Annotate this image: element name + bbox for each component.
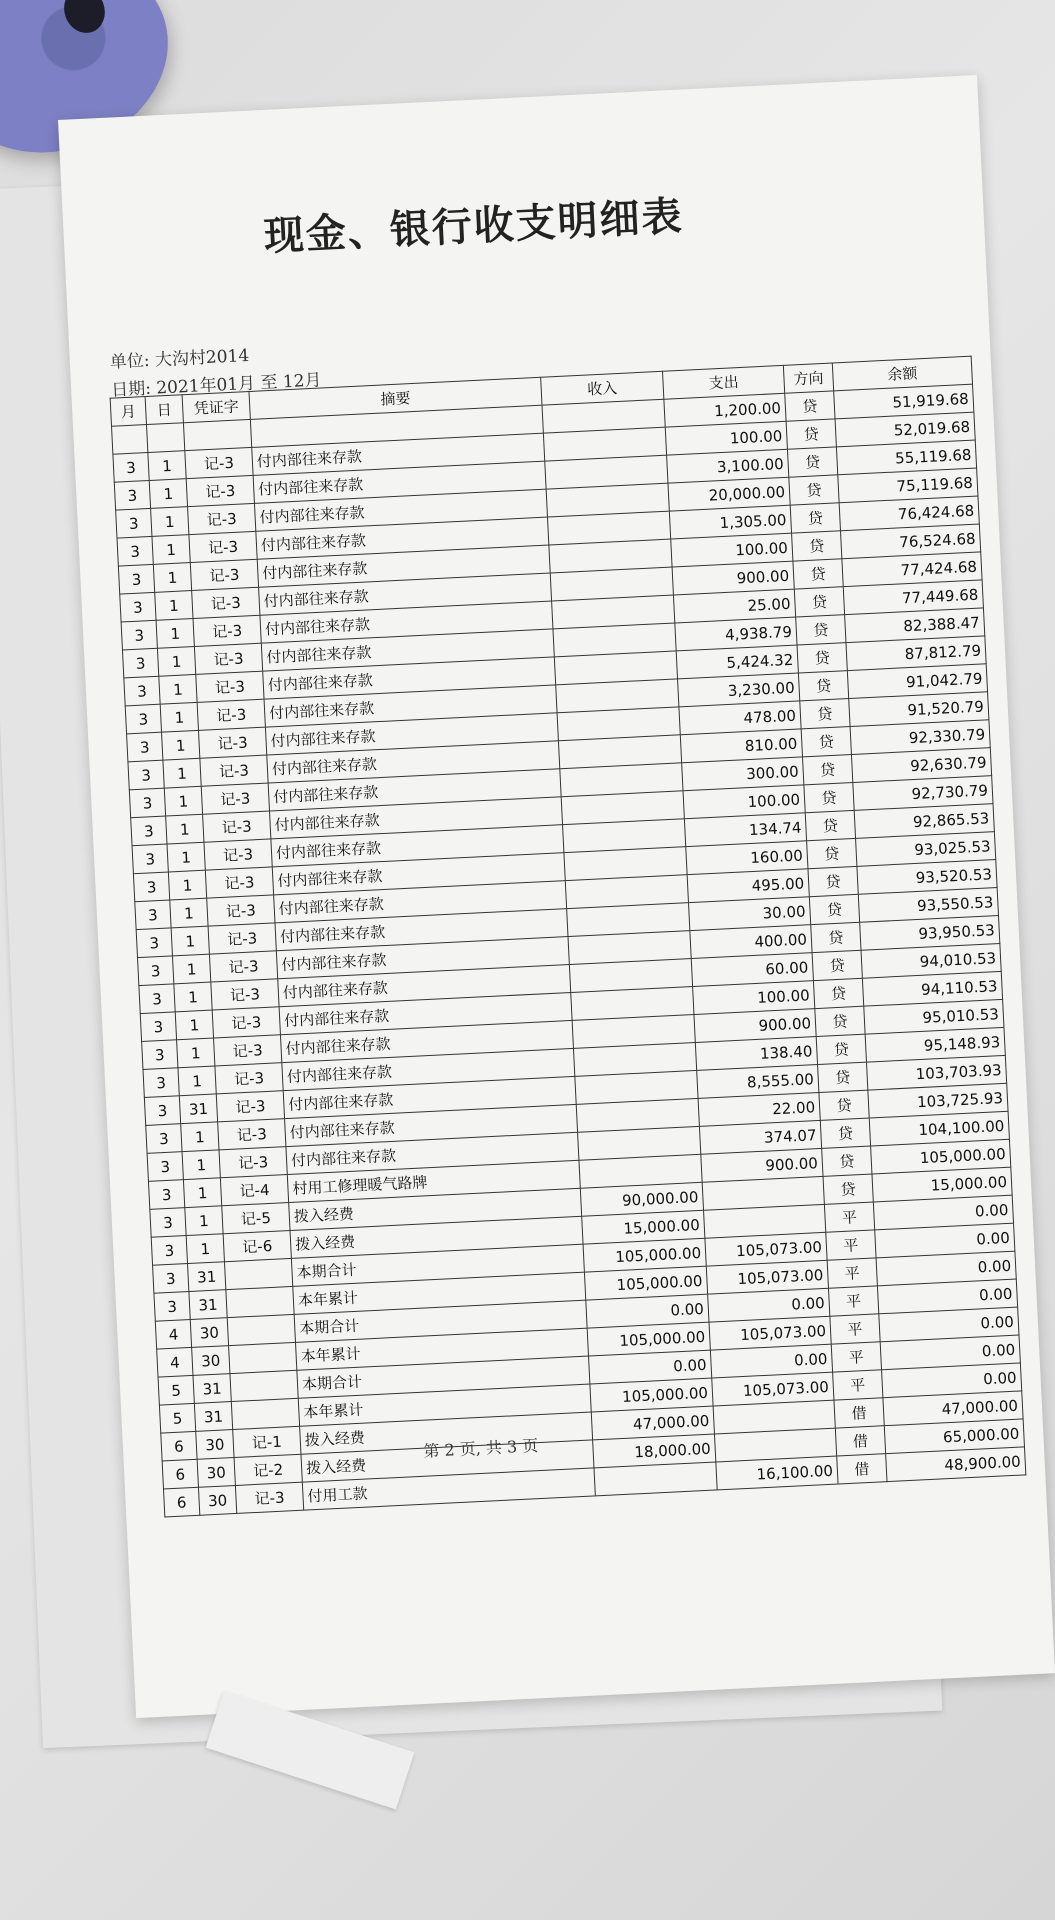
cell-day: 1 xyxy=(149,479,187,509)
cell-voucher: 记-4 xyxy=(220,1175,288,1206)
cell-day: 30 xyxy=(198,1485,236,1515)
cell-voucher: 记-3 xyxy=(207,895,275,926)
cell-balance: 0.00 xyxy=(880,1335,1020,1370)
cell-day: 1 xyxy=(157,646,195,676)
cell-direction: 贷 xyxy=(794,587,844,617)
cell-direction: 贷 xyxy=(796,615,846,645)
cell-day: 30 xyxy=(190,1318,228,1348)
header-expense: 支出 xyxy=(662,365,784,399)
cell-income xyxy=(594,1462,717,1496)
cell-expense: 8,555.00 xyxy=(697,1065,819,1099)
cell-balance: 75,119.68 xyxy=(838,468,978,503)
cell-day: 1 xyxy=(167,842,205,872)
cell-month: 4 xyxy=(157,1347,193,1377)
cell-summary: 付内部往来存款 xyxy=(265,713,558,755)
cell-voucher: 记-5 xyxy=(222,1203,290,1234)
cell-summary: 付内部往来存款 xyxy=(260,601,553,643)
cell-month: 3 xyxy=(121,620,157,650)
cell-month: 3 xyxy=(151,1236,187,1266)
cell-balance: 0.00 xyxy=(873,1195,1013,1230)
cell-voucher: 记-2 xyxy=(234,1454,302,1485)
cell-summary: 付内部往来存款 xyxy=(267,741,560,783)
cell-month: 3 xyxy=(142,1040,178,1070)
cell-summary: 付内部往来存款 xyxy=(254,489,547,531)
cell-direction: 贷 xyxy=(801,727,851,757)
cell-voucher: 记-3 xyxy=(219,1147,287,1178)
cell-expense: 495.00 xyxy=(687,869,809,903)
cell-income: 105,000.00 xyxy=(587,1322,710,1356)
cell-direction: 平 xyxy=(824,1202,874,1232)
cell-day: 1 xyxy=(153,563,191,593)
cell-expense: 1,305.00 xyxy=(669,505,791,539)
cell-summary: 付内部往来存款 xyxy=(257,545,550,587)
cell-balance: 0.00 xyxy=(882,1363,1022,1398)
cell-summary: 本期合计 xyxy=(294,1300,587,1342)
cell-voucher: 记-3 xyxy=(205,867,273,898)
cell-direction: 平 xyxy=(830,1314,880,1344)
cell-day: 1 xyxy=(168,870,206,900)
cell-direction: 贷 xyxy=(815,1006,865,1036)
cell-summary: 付内部往来存款 xyxy=(271,825,564,867)
cell-income: 0.00 xyxy=(586,1294,709,1328)
cell-voucher xyxy=(224,1258,292,1289)
cell-direction: 贷 xyxy=(823,1174,873,1204)
ledger-page xyxy=(58,75,1055,1718)
cell-expense: 138.40 xyxy=(695,1037,817,1071)
cell-balance: 82,388.47 xyxy=(845,608,985,643)
cell-voucher: 记-3 xyxy=(216,1091,284,1122)
cell-expense: 105,073.00 xyxy=(712,1372,834,1406)
cell-balance: 94,010.53 xyxy=(861,943,1001,978)
cell-summary: 付内部往来存款 xyxy=(285,1104,578,1146)
cell-month: 3 xyxy=(117,536,153,566)
cell-day: 1 xyxy=(163,758,201,788)
cell-balance: 15,000.00 xyxy=(872,1167,1012,1202)
cell-month: 3 xyxy=(143,1068,179,1098)
cell-voucher: 记-3 xyxy=(209,951,277,982)
header-balance: 余额 xyxy=(832,356,972,391)
cell-summary: 付内部往来存款 xyxy=(253,461,546,503)
cell-month: 3 xyxy=(113,453,149,483)
cell-expense: 134.74 xyxy=(684,813,806,847)
cell-summary: 付用工款 xyxy=(302,1468,595,1510)
cell-balance: 77,449.68 xyxy=(843,580,983,615)
cell-summary: 付内部往来存款 xyxy=(270,797,563,839)
cell-balance: 0.00 xyxy=(875,1223,1015,1258)
cell-balance: 93,550.53 xyxy=(858,888,998,923)
cell-voucher: 记-3 xyxy=(193,615,261,646)
cell-expense: 300.00 xyxy=(682,757,804,791)
cell-direction: 贷 xyxy=(800,699,850,729)
header-summary: 摘要 xyxy=(249,377,542,419)
cell-month: 3 xyxy=(138,956,174,986)
cell-month: 3 xyxy=(146,1124,182,1154)
cell-expense: 100.00 xyxy=(683,785,805,819)
cell-direction: 贷 xyxy=(807,838,857,868)
cell-month: 3 xyxy=(124,676,160,706)
cell-month: 5 xyxy=(159,1403,195,1433)
cell-day: 31 xyxy=(179,1094,217,1124)
cell-direction: 贷 xyxy=(805,810,855,840)
cell-summary: 本年累计 xyxy=(293,1272,586,1314)
cell-summary: 付内部往来存款 xyxy=(263,657,556,699)
cell-summary: 付内部往来存款 xyxy=(279,992,572,1034)
cell-day: 1 xyxy=(185,1206,223,1236)
cell-expense: 105,073.00 xyxy=(706,1260,828,1294)
cell-direction: 贷 xyxy=(797,643,847,673)
cell-balance: 105,000.00 xyxy=(871,1139,1011,1174)
cell-month: 3 xyxy=(150,1208,186,1238)
cell-voucher: 记-3 xyxy=(215,1063,283,1094)
cell-summary: 付内部往来存款 xyxy=(276,937,569,979)
cell-direction: 平 xyxy=(833,1370,883,1400)
cell-expense: 5,424.32 xyxy=(676,645,798,679)
header-direction: 方向 xyxy=(783,363,833,393)
cell-month: 3 xyxy=(131,816,167,846)
cell-expense: 100.00 xyxy=(671,533,793,567)
cell-balance: 92,730.79 xyxy=(853,776,993,811)
cell-day: 1 xyxy=(151,507,189,537)
cell-summary: 本年累计 xyxy=(298,1384,591,1426)
cell-voucher xyxy=(227,1314,295,1345)
cell-expense: 20,000.00 xyxy=(668,477,790,511)
cell-expense: 374.07 xyxy=(699,1120,821,1154)
cell-direction: 平 xyxy=(826,1230,876,1260)
cell-voucher: 记-3 xyxy=(214,1035,282,1066)
cell-direction: 贷 xyxy=(813,978,863,1008)
cell-direction: 贷 xyxy=(790,503,840,533)
cell-balance: 94,110.53 xyxy=(862,971,1002,1006)
cell-balance: 104,100.00 xyxy=(869,1111,1009,1146)
cell-summary: 拨入经费 xyxy=(300,1412,593,1454)
cell-month: 3 xyxy=(140,1012,176,1042)
cell-month: 3 xyxy=(139,984,175,1014)
cell-direction: 贷 xyxy=(816,1034,866,1064)
cell-summary: 付内部往来存款 xyxy=(264,685,557,727)
ledger-table xyxy=(110,356,1027,1518)
cell-day: 1 xyxy=(170,898,208,928)
cell-expense: 4,938.79 xyxy=(675,617,797,651)
cell-balance: 93,520.53 xyxy=(857,860,997,895)
cell-expense: 105,073.00 xyxy=(705,1232,827,1266)
cell-summary: 本年累计 xyxy=(295,1328,588,1370)
header-income: 收入 xyxy=(541,371,664,405)
cell-month: 3 xyxy=(128,760,164,790)
cell-day: 1 xyxy=(175,1010,213,1040)
cell-balance: 52,019.68 xyxy=(835,412,975,447)
cell-day: 1 xyxy=(155,591,193,621)
cell-day: 1 xyxy=(181,1122,219,1152)
cell-direction: 贷 xyxy=(804,782,854,812)
ledger-body xyxy=(113,412,1026,1517)
cell-day: 31 xyxy=(189,1290,227,1320)
cell-expense: 0.00 xyxy=(710,1344,832,1378)
cell-month: 3 xyxy=(120,592,156,622)
cell-direction: 贷 xyxy=(793,559,843,589)
cell-expense: 100.00 xyxy=(693,981,815,1015)
carry-direction: 贷 xyxy=(785,391,835,421)
cell-month: 3 xyxy=(132,844,168,874)
cell-income: 90,000.00 xyxy=(580,1182,703,1216)
cell-income: 105,000.00 xyxy=(584,1266,707,1300)
cell-month: 3 xyxy=(147,1152,183,1182)
cell-balance: 0.00 xyxy=(879,1307,1019,1342)
cell-balance: 103,703.93 xyxy=(866,1055,1006,1090)
cell-direction: 贷 xyxy=(803,754,853,784)
cell-month: 3 xyxy=(127,732,163,762)
cell-voucher: 记-3 xyxy=(212,1007,280,1038)
cell-day: 1 xyxy=(166,814,204,844)
cell-balance: 92,865.53 xyxy=(854,804,994,839)
cell-day: 1 xyxy=(164,786,202,816)
cell-expense: 3,100.00 xyxy=(667,449,789,483)
cell-month: 6 xyxy=(164,1487,200,1517)
cell-direction: 贷 xyxy=(819,1090,869,1120)
cell-summary: 付内部往来存款 xyxy=(268,769,561,811)
cell-direction: 贷 xyxy=(822,1146,872,1176)
cell-expense: 3,230.00 xyxy=(678,673,800,707)
cell-day: 1 xyxy=(152,535,190,565)
cell-expense: 25.00 xyxy=(673,589,795,623)
cell-voucher: 记-3 xyxy=(185,447,253,478)
cell-direction: 贷 xyxy=(812,950,862,980)
tape-roll-hole xyxy=(58,0,111,39)
cell-day: 1 xyxy=(178,1066,216,1096)
cell-expense: 22.00 xyxy=(698,1092,820,1126)
cell-direction: 借 xyxy=(835,1426,885,1456)
cell-day: 30 xyxy=(196,1430,234,1460)
cell-expense: 478.00 xyxy=(679,701,801,735)
cell-summary: 付内部往来存款 xyxy=(259,573,552,615)
cell-direction: 贷 xyxy=(809,894,859,924)
cell-summary: 付内部往来存款 xyxy=(282,1048,575,1090)
cell-income: 15,000.00 xyxy=(582,1210,705,1244)
cell-summary: 付内部往来存款 xyxy=(261,629,554,671)
cell-balance: 48,900.00 xyxy=(886,1447,1026,1482)
cell-month: 3 xyxy=(154,1292,190,1322)
cell-day: 1 xyxy=(172,954,210,984)
cell-voucher: 记-3 xyxy=(197,699,265,730)
cell-expense: 900.00 xyxy=(701,1148,823,1182)
cell-month: 3 xyxy=(118,564,154,594)
cell-summary: 付内部往来存款 xyxy=(274,881,567,923)
cell-voucher: 记-3 xyxy=(189,531,257,562)
cell-voucher: 记-1 xyxy=(233,1426,301,1457)
cell-day: 31 xyxy=(188,1262,226,1292)
cell-day: 31 xyxy=(193,1374,231,1404)
cell-voucher: 记-3 xyxy=(211,979,279,1010)
cell-voucher: 记-3 xyxy=(192,587,260,618)
cell-day: 1 xyxy=(160,702,198,732)
cell-summary: 付内部往来存款 xyxy=(283,1076,576,1118)
cell-direction: 贷 xyxy=(798,671,848,701)
cell-balance: 87,812.79 xyxy=(846,636,986,671)
cell-voucher: 记-3 xyxy=(201,783,269,814)
cell-day: 1 xyxy=(186,1234,224,1264)
cell-balance: 76,424.68 xyxy=(839,496,979,531)
cell-summary: 拨入经费 xyxy=(290,1216,583,1258)
cell-expense: 105,073.00 xyxy=(709,1316,831,1350)
cell-income: 47,000.00 xyxy=(591,1406,714,1440)
cell-direction: 贷 xyxy=(787,447,837,477)
cell-month: 3 xyxy=(114,480,150,510)
cell-voucher: 记-3 xyxy=(235,1482,303,1513)
cell-summary: 付内部往来存款 xyxy=(256,517,549,559)
cell-summary: 付内部往来存款 xyxy=(278,965,571,1007)
cell-balance: 92,630.79 xyxy=(851,748,991,783)
cell-summary: 村用工修理暖气路牌 xyxy=(287,1160,580,1202)
cell-income: 105,000.00 xyxy=(583,1238,706,1272)
cell-direction: 贷 xyxy=(789,475,839,505)
cell-balance: 103,725.93 xyxy=(868,1083,1008,1118)
cell-direction: 贷 xyxy=(818,1062,868,1092)
cell-balance: 76,524.68 xyxy=(841,524,981,559)
cell-voucher xyxy=(230,1370,298,1401)
cell-summary: 拨入经费 xyxy=(301,1440,594,1482)
cell-month: 3 xyxy=(125,704,161,734)
cell-voucher: 记-3 xyxy=(196,671,264,702)
cell-day: 1 xyxy=(148,451,186,481)
cell-balance: 91,042.79 xyxy=(847,664,987,699)
cell-direction: 借 xyxy=(837,1454,887,1484)
header-day: 日 xyxy=(145,395,183,425)
cell-voucher: 记-3 xyxy=(208,923,276,954)
cell-expense: 400.00 xyxy=(690,925,812,959)
cell-income: 18,000.00 xyxy=(593,1434,716,1468)
cell-income: 105,000.00 xyxy=(590,1378,713,1412)
cell-balance: 91,520.79 xyxy=(849,692,989,727)
cell-balance: 47,000.00 xyxy=(883,1391,1023,1426)
cell-summary: 付内部往来存款 xyxy=(280,1020,573,1062)
cell-expense: 810.00 xyxy=(680,729,802,763)
cell-direction: 贷 xyxy=(820,1118,870,1148)
cell-direction: 贷 xyxy=(811,922,861,952)
cell-voucher xyxy=(229,1342,297,1373)
cell-day: 31 xyxy=(194,1402,232,1432)
cell-month: 3 xyxy=(129,788,165,818)
cell-balance: 92,330.79 xyxy=(850,720,990,755)
cell-summary: 付内部往来存款 xyxy=(252,433,545,475)
cell-month: 3 xyxy=(144,1096,180,1126)
cell-voucher: 记-3 xyxy=(198,727,266,758)
cell-day: 1 xyxy=(182,1150,220,1180)
cell-day: 1 xyxy=(159,674,197,704)
cell-balance: 55,119.68 xyxy=(836,440,976,475)
carry-expense: 1,200.00 xyxy=(664,393,786,427)
cell-direction: 贷 xyxy=(808,866,858,896)
cell-month: 6 xyxy=(162,1459,198,1489)
cell-balance: 93,025.53 xyxy=(856,832,996,867)
unit-label: 单位: 大沟村2014 xyxy=(109,345,250,373)
cell-voucher xyxy=(226,1286,294,1317)
cell-summary: 拨入经费 xyxy=(289,1188,582,1230)
cell-income: 0.00 xyxy=(589,1350,712,1384)
cell-day: 1 xyxy=(183,1178,221,1208)
cell-balance: 77,424.68 xyxy=(842,552,982,587)
page-footer: 第 2 页, 共 3 页 xyxy=(423,1436,539,1461)
cell-month: 3 xyxy=(136,928,172,958)
cell-voucher xyxy=(231,1398,299,1429)
cell-month: 3 xyxy=(148,1180,184,1210)
page-title: 现金、银行收支明细表 xyxy=(262,192,685,261)
cell-expense: 16,100.00 xyxy=(716,1456,838,1490)
cell-balance: 93,950.53 xyxy=(860,916,1000,951)
cell-balance: 0.00 xyxy=(876,1251,1016,1286)
cell-summary: 付内部往来存款 xyxy=(286,1132,579,1174)
cell-month: 5 xyxy=(158,1375,194,1405)
cell-voucher: 记-3 xyxy=(204,839,272,870)
cell-summary: 付内部往来存款 xyxy=(275,909,568,951)
cell-month: 3 xyxy=(135,900,171,930)
cell-month: 3 xyxy=(133,872,169,902)
cell-direction: 平 xyxy=(828,1286,878,1316)
cell-expense: 60.00 xyxy=(691,953,813,987)
cell-voucher: 记-3 xyxy=(188,503,256,534)
cell-voucher: 记-3 xyxy=(186,475,254,506)
cell-balance: 95,010.53 xyxy=(864,999,1004,1034)
cell-voucher: 记-3 xyxy=(190,559,258,590)
cell-month: 3 xyxy=(116,508,152,538)
cell-direction: 贷 xyxy=(792,531,842,561)
cell-expense: 160.00 xyxy=(686,841,808,875)
header-voucher: 凭证字 xyxy=(182,391,250,422)
cell-day: 1 xyxy=(156,618,194,648)
cell-voucher: 记-3 xyxy=(194,643,262,674)
cell-balance: 65,000.00 xyxy=(884,1419,1024,1454)
cell-expense: 100.00 xyxy=(665,421,787,455)
cell-day: 1 xyxy=(162,730,200,760)
cell-voucher: 记-6 xyxy=(223,1230,291,1261)
cell-month: 4 xyxy=(155,1319,191,1349)
cell-expense: 900.00 xyxy=(672,561,794,595)
cell-day: 1 xyxy=(171,926,209,956)
cell-day: 1 xyxy=(177,1038,215,1068)
cell-balance: 0.00 xyxy=(877,1279,1017,1314)
cell-summary: 付内部往来存款 xyxy=(272,853,565,895)
cell-day: 30 xyxy=(197,1457,235,1487)
cell-month: 6 xyxy=(161,1431,197,1461)
cell-direction: 平 xyxy=(831,1342,881,1372)
date-range-label: 日期: 2021年01月 至 12月 xyxy=(110,370,322,401)
cell-day: 30 xyxy=(192,1346,230,1376)
cell-voucher: 记-3 xyxy=(203,811,271,842)
cell-expense: 900.00 xyxy=(694,1009,816,1043)
cell-summary: 本期合计 xyxy=(297,1356,590,1398)
cell-expense: 0.00 xyxy=(708,1288,830,1322)
cell-direction: 贷 xyxy=(786,419,836,449)
cell-voucher: 记-3 xyxy=(200,755,268,786)
cell-balance: 95,148.93 xyxy=(865,1027,1005,1062)
cell-expense: 30.00 xyxy=(688,897,810,931)
cell-month: 3 xyxy=(153,1264,189,1294)
cell-direction: 平 xyxy=(827,1258,877,1288)
cell-voucher: 记-3 xyxy=(218,1119,286,1150)
carry-balance: 51,919.68 xyxy=(834,384,974,419)
cell-month: 3 xyxy=(122,648,158,678)
cell-day: 1 xyxy=(174,982,212,1012)
cell-summary: 本期合计 xyxy=(291,1244,584,1286)
cell-direction: 借 xyxy=(834,1398,884,1428)
header-month: 月 xyxy=(110,397,146,427)
